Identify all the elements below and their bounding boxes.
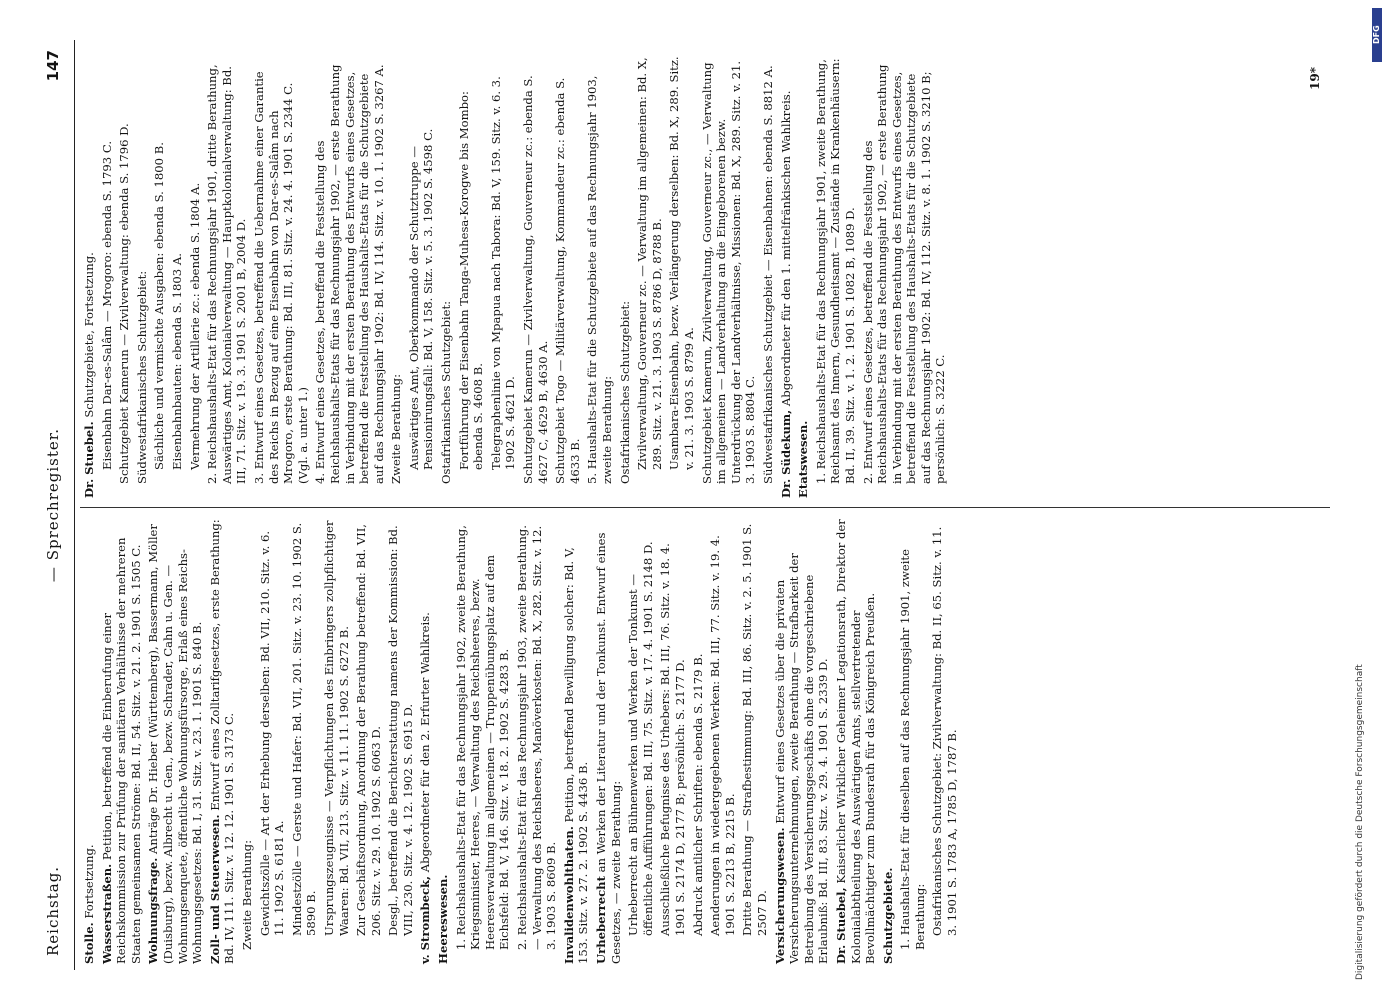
entry-text: Schutzgebiet Togo — Militärverwaltung, Kommandeur zc.: ebenda S. 4633 B. — [553, 77, 582, 484]
index-entry — [240, 518, 255, 950]
entry-text: Zweite Berathung: — [239, 840, 254, 950]
column-divider — [80, 507, 1330, 508]
index-entry — [553, 52, 582, 484]
entry-text: Schutzgebiet Kamerun — Zivilverwaltung, Gouverneur zc.: ebenda S. 4627 C, 4629 B, 4630 A. — [521, 75, 550, 484]
speaker-name: Dr. Stuebel. — [82, 421, 96, 498]
entry-text: Südwestafrikanisches Schutzgebiet: — [134, 270, 149, 484]
index-entry — [354, 518, 383, 936]
index-entry — [814, 52, 858, 484]
entry-text: Anträge Dr. Hieber (Württemberg), Bassermann, Möller (Duisburg), bezw. Albrecht u. Gen., bezw. Schrader, Cahn u. Gen. — Wohnungsenquete, öffentliche Wohnungsfürsorge, Erlaß eines Reichs-Wohnungsgesetzes: Bd. I, 31. Sitz. v. 23. 1. 1901 S. 840 B. — [146, 524, 205, 964]
entry-text: 5. Haushalts-Etat für die Schutzgebiete auf das Rechnungsjahr 1903, zweite Berathung: — [585, 75, 614, 484]
entry-text: Urheberrecht an Bühnenwerken und Werken der Tonkunst — öffentliche Aufführungen: Bd. III, 75. Sitz. v. 17. 4. 1901 S. 2148 D. — [626, 541, 655, 936]
index-entry — [861, 52, 949, 484]
index-entry — [667, 52, 696, 470]
index-entry — [585, 52, 614, 484]
index-entry — [100, 518, 144, 964]
index-entry — [135, 52, 150, 484]
entry-text: Mindestzölle — Gerste und Hafer: Bd. VII, 201. Sitz. v. 23. 10. 1902 S. 5890 B. — [289, 522, 319, 936]
index-entry — [489, 52, 518, 470]
index-entry — [82, 518, 97, 964]
entry-text: Schutzgebiet Kamerun, Zivilverwaltung, Gouverneur zc., — Verwaltung im allgemeinen — Landverhaltung an die Eingeborenen bezw. Unterdrückung der Landverhältnisse, Missionen: Bd. X, 289. Sitz. v. 21. 3. 1903 S. 8804 C. — [699, 60, 758, 484]
entry-text: Schutzgebiete, Fortsetzung. — [82, 252, 96, 418]
index-entry — [658, 518, 687, 936]
index-entry — [740, 518, 769, 936]
index-entry — [322, 518, 351, 936]
subject-keyword: Urheberrecht — [594, 876, 608, 964]
index-entry — [700, 52, 758, 484]
index-entry — [594, 518, 623, 964]
entry-text: Abgeordneter für den 1. mittelfränkischen Wahlkreis. — [778, 90, 793, 407]
entry-text: Zur Geschäftsordnung, Anordnung der Berathung betreffend: Bd. VII, 206. Sitz. v. 29. 10. 1902 S. 6063 D. — [354, 524, 383, 936]
page-header — [40, 40, 72, 970]
index-entry — [898, 518, 927, 950]
entry-text: 2. Reichshaushalts-Etat für das Rechnungsjahr 1903, zweite Berathung. — Verwaltung des Reichsheeres, Manöverkosten: Bd. X, 282. Sitz. v. 12. 3. 1903 S. 8609 B. — [515, 525, 559, 950]
entry-text: Telegraphenlinie von Mpapua nach Tabora: Bd. V, 159. Sitz. v. 6. 3. 1902 S. 4621 D. — [488, 76, 518, 470]
entry-text: 1. Reichshaushalts-Etat für das Rechnungsjahr 1901, zweite Berathung, Reichsamt des Innern, Gesundheitsamt — Zustände in Krankenhäusern: Bd. II, 39. Sitz. v. 1. 2. 1901 S. 1082 B, 1089 D. — [813, 58, 857, 484]
index-entry — [418, 518, 433, 964]
index-entry — [252, 52, 310, 484]
subject-keyword: Heereswesen. — [436, 874, 451, 964]
speaker-name: Dr. Südekum, — [778, 409, 793, 498]
entry-text: Eisenbahn Dar-es-Salâm — Mrogoro: ebenda S. 1793 C. — [99, 140, 114, 470]
speaker-name: v. Strombeck, — [418, 875, 433, 964]
index-entry — [796, 52, 811, 498]
index-entry — [626, 518, 655, 936]
subject-keyword: Etatswesen. — [796, 420, 811, 498]
entry-text: Ausschließliche Befugnisse des Urhebers: Bd. III, 76. Sitz. v. 18. 4. 1901 S. 2174 D, 2177 B; persönlich: S. 2177 D. — [658, 543, 687, 936]
index-entry — [457, 52, 486, 470]
entry-text: 4. Entwurf eines Gesetzes, betreffend die Feststellung des Reichshaushalts-Etats für das Rechnungsjahr 1902, — erste Berathung in Verbindung mit der ersten Berathung des Entwurfs eines Gesetzes, betreffend die Feststellung des Haushalts-Etats für die Schutzgebiete auf das Rechnungsjahr 1902: Bd. IV, 114. Sitz. v. 10. 1. 1902 S. 3267 A. — [313, 64, 386, 484]
subject-keyword: Wasserstraßen. — [99, 863, 114, 964]
entry-text: 1. Haushalts-Etat für dieselben auf das Rechnungsjahr 1901, zweite Berathung: — [898, 549, 927, 950]
subject-keyword: Invalidenwohlthaten. — [561, 826, 576, 964]
entry-text: 1. Reichshaushalts-Etat für das Rechnungsjahr 1902, zweite Berathung, Kriegsminister, Heeres, — Verwaltung des Reichsheeres, bezw. Heeresverwaltung im allgemeinen — Truppenübungsplatz auf dem Eichsfeld: Bd. V, 146. Sitz. v. 18. 2. 1902 S. 4283 B. — [453, 525, 512, 950]
entry-text: 2. Reichshaushalts-Etat für das Rechnungsjahr 1901, dritte Berathung, Auswärtiges Amt, Kolonialverwaltung — Hauptkolonialverwaltung: Bd. III, 71. Sitz. v. 19. 3. 1901 S. 2001 B, 2004 D. — [205, 64, 249, 484]
subject-keyword: Versicherungswesen. — [772, 827, 787, 964]
entry-text: Zweite Berathung: — [389, 374, 404, 484]
right-column — [82, 52, 951, 498]
index-entry — [691, 518, 706, 936]
entry-text: Kaiserlicher Wirklicher Geheimer Legationsrath, Direktor der Kolonialabtheilung des Auswärtigen Amts, stellvertretender Bevollmächtigter zum Bundesrath für das Königreich Preußen. — [833, 519, 878, 964]
header-left: Reichstag. — [44, 865, 62, 956]
index-entry — [313, 52, 386, 484]
entry-text: Entwurf eines Gesetzes über die privaten Versicherungsunternehmungen, zweite Berathung — Strafbarkeit der Betreibung des Versicherungsgeschäfts ohne die vorgeschriebene Erlaubniß: Bd. III, 83. Sitz. v. 29. 4. 1901 S. 2339 D. — [772, 553, 831, 964]
entry-text: Auswärtiges Amt, Oberkommando der Schutztruppe — Pensionirungsfall: Bd. V, 158. Sitz. v. 5. 3. 1902 S. 4598 C. — [406, 128, 436, 470]
index-entry — [152, 52, 167, 470]
subject-keyword: Zoll- und Steuerwesen. — [207, 814, 222, 964]
entry-text: Ursprungszeugnisse — Verpflichtungen des Einbringers zollpflichtiger Waaren: Bd. VII, 213. Sitz. v. 11. 11. 1902 S. 6272 B. — [321, 520, 351, 936]
index-entry — [708, 518, 737, 936]
rotated-page — [40, 40, 1340, 970]
index-entry — [773, 518, 831, 964]
digitization-credit: Digitalisierung gefördert durch die Deutsche Forschungsgemeinschaft — [1355, 664, 1365, 980]
index-entry — [454, 518, 512, 950]
index-entry — [146, 518, 204, 964]
index-entry — [205, 52, 249, 484]
entry-text: an Werken der Literatur und der Tonkunst. Entwurf eines Gesetzes, — zweite Berathung: — [594, 532, 623, 964]
index-entry — [389, 52, 404, 484]
index-entry — [82, 52, 97, 498]
entry-text: Ostafrikanisches Schutzgebiet: — [617, 300, 632, 484]
dfg-logo: DFG — [1372, 8, 1382, 62]
entry-text: 3. Entwurf eines Gesetzes, betreffend die Uebernahme einer Garantie des Reichs in Bezug auf eine Eisenbahn von Dar-es-Salâm nach Mrogoro, erste Berathung: Bd. III, 81. Sitz. v. 24. 4. 1901 S. 2344 C. (Vgl. a. unter 1.) — [251, 71, 310, 484]
index-entry — [618, 52, 633, 484]
index-entry — [834, 518, 878, 964]
index-entry — [386, 518, 415, 936]
entry-text: Abgeordneter für den 2. Erfurter Wahlkreis. — [418, 612, 433, 873]
index-entry — [208, 518, 237, 964]
entry-text: Abdruck amtlicher Schriften: ebenda S. 2179 B. — [690, 653, 705, 936]
signature-mark: 19* — [1308, 67, 1322, 90]
entry-text: Sächliche und vermischte Ausgaben: ebenda S. 1800 B. — [152, 142, 167, 470]
entry-text: Gewichtszölle — Art der Erhebung derselben: Bd. VII, 210. Sitz. v. 6. 11. 1902 S. 6181 A. — [257, 530, 287, 936]
page-number: 147 — [44, 50, 62, 82]
speaker-name: Dr. Stuebel, — [833, 887, 848, 964]
index-entry — [635, 52, 664, 470]
index-entry — [290, 518, 319, 936]
index-entry — [761, 52, 776, 484]
index-entry — [117, 52, 132, 484]
entry-text: Fortführung der Eisenbahn Tanga-Muhesa-Korogwe bis Mombo: ebenda S. 4608 B. — [456, 91, 486, 470]
speaker-name: Stolle. — [82, 922, 96, 964]
entry-text: Südwestafrikanisches Schutzgebiet — Eisenbahnen: ebenda S. 8812 A. — [760, 65, 775, 484]
left-column — [82, 518, 963, 964]
index-entry — [521, 52, 550, 484]
entry-text: Ostafrikanisches Schutzgebiet: — [439, 300, 454, 484]
index-entry — [170, 52, 185, 470]
entry-text: Schutzgebiet Kamerun — Zivilverwaltung: ebenda S. 1796 D. — [117, 123, 132, 484]
index-entry — [881, 518, 896, 964]
index-entry — [562, 518, 591, 964]
entry-text: Desgl., betreffend die Berichterstattung namens der Kommission: Bd. VIII, 230. Sitz. v. 4. 12. 1902 S. 6915 D. — [386, 525, 415, 936]
index-entry — [930, 518, 959, 936]
entry-text: Fortsetzung. — [82, 844, 96, 919]
index-entry — [100, 52, 115, 470]
subject-keyword: Schutzgebiete. — [880, 867, 895, 964]
index-entry — [407, 52, 436, 470]
entry-text: Usambara-Eisenbahn, bezw. Verlängerung derselben: Bd. X, 289. Sitz. v. 21. 3. 1903 S. 8799 A. — [667, 56, 696, 470]
entry-text: Eisenbahnbauten: ebenda S. 1803 A. — [169, 253, 184, 470]
entry-text: Petition, betreffend Bewilligung solcher: Bd. V, 153. Sitz. v. 27. 2. 1902 S. 4436 B. — [561, 547, 591, 964]
entry-text: 2. Entwurf eines Gesetzes, betreffend die Feststellung des Reichshaushalts-Etats für das Rechnungsjahr 1902, — erste Berathung in Verbindung mit der ersten Berathung des Entwurfs eines Gesetzes, betreffend die Feststellung des Haushalts-Etats für die Schutzgebiete auf das Rechnungsjahr 1902: Bd. IV, 112. Sitz. v. 8. 1. 1902 S. 3210 B; persönlich: S. 3222 C. — [860, 64, 948, 484]
header-center: — Sprechregister. — [44, 427, 62, 583]
entry-text: Petition, betreffend die Einberufung einer Reichskommission zur Prüfung der sanitären Verhältnisse der mehreren Staaten gemeinsamen Ströme: Bd. II, 54. Sitz. v. 21. 2. 1901 S. 1505 C. — [99, 537, 143, 964]
index-entry — [515, 518, 559, 950]
entry-text: Vermehrung der Artillerie zc.: ebenda S. 1804 A. — [187, 182, 202, 470]
subject-keyword: Wohnungsfrage. — [146, 857, 161, 964]
index-entry — [258, 518, 287, 936]
entry-text: Aenderungen in wiedergegebenen Werken: Bd. III, 77. Sitz. v. 19. 4. 1901 S. 2213 B, 2215 B. — [708, 535, 737, 936]
index-entry — [436, 518, 451, 964]
index-entry — [779, 52, 794, 498]
header-rule — [74, 40, 75, 970]
entry-text: Entwurf eines Zolltarifgesetzes, erste Berathung: Bd. IV, 111. Sitz. v. 12. 12. 1901 S. 3173 C. — [207, 519, 237, 964]
entry-text: Zivilverwaltung, Gouverneur zc. — Verwaltung im allgemeinen: Bd. X, 289. Sitz. v. 21. 3. 1903 S. 8786 D, 8788 B. — [635, 57, 664, 470]
entry-text: Dritte Berathung — Strafbestimmung: Bd. III, 86. Sitz. v. 2. 5. 1901 S. 2507 D. — [740, 523, 769, 936]
index-entry — [188, 52, 203, 470]
entry-text: Ostafrikanisches Schutzgebiet: Zivilverwaltung: Bd. II, 65. Sitz. v. 11. 3. 1901 S. 1783 A, 1785 D, 1787 B. — [930, 526, 960, 936]
index-entry — [439, 52, 454, 484]
